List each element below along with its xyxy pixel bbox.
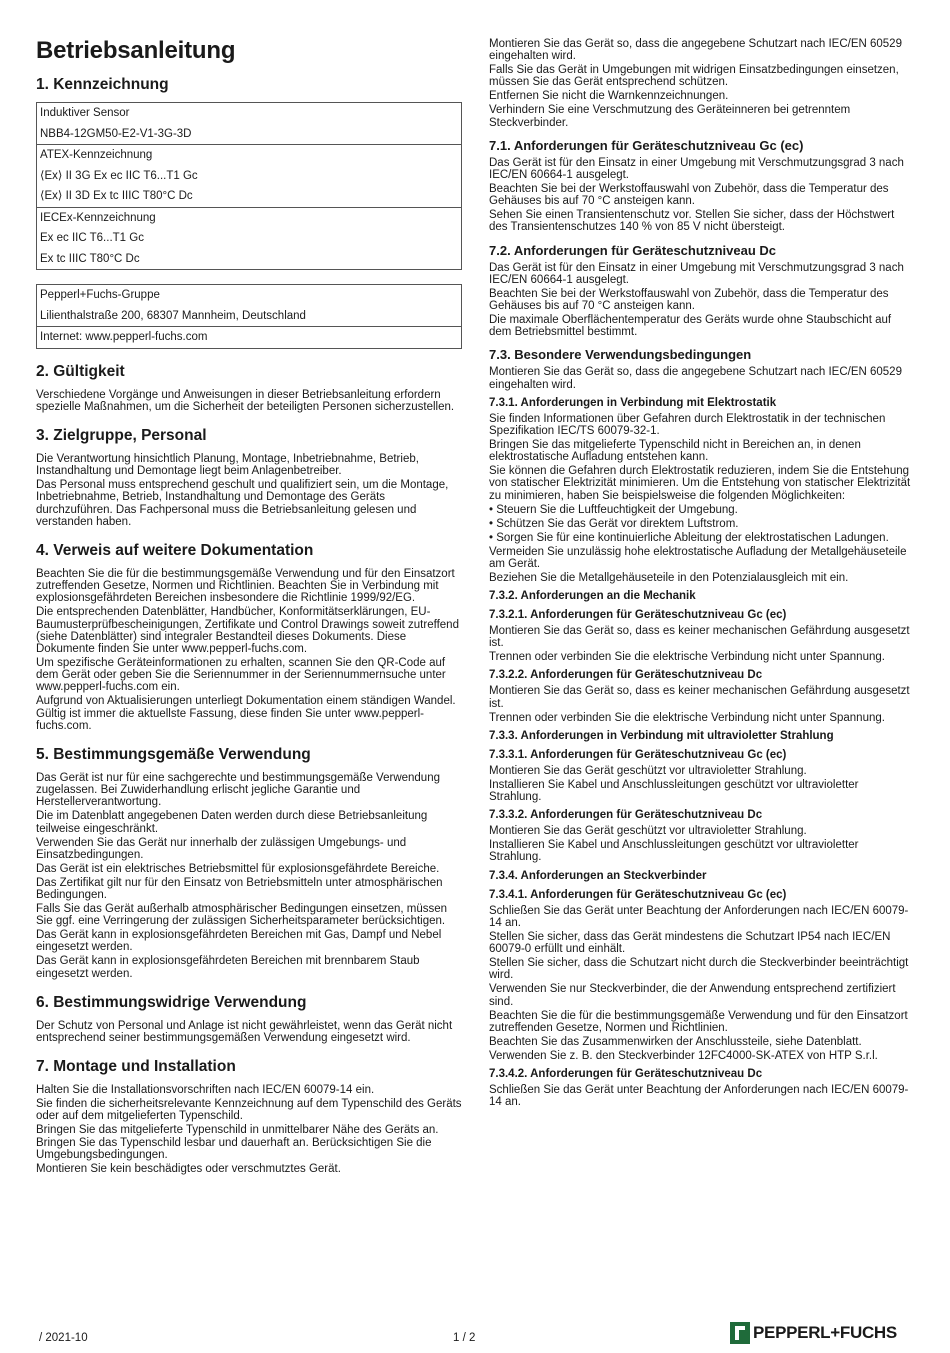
subsection-heading: 7.3.2. Anforderungen an die Mechanik [489,590,696,603]
paragraph: Aufgrund von Aktualisierungen unterliegt Dokumentation einem ständigen Wandel. Gültig ist immer die aktuellste Fassung, diese finden Sie unter www.pepperl-fuchs.com. [36,695,456,732]
paragraph: Stellen Sie sicher, dass die Schutzart nicht durch die Steckverbinder beeinträchtigt wird. [489,957,909,982]
paragraph: Montieren Sie kein beschädigtes oder verschmutztes Gerät. [36,1162,341,1175]
paragraph: Montieren Sie das Gerät so, dass es keiner mechanischen Gefährdung ausgesetzt ist. [489,625,910,650]
paragraph: Das Gerät ist für den Einsatz in einer Umgebung mit Verschmutzungsgrad 3 nach IEC/EN 60664-1 ausgelegt. [489,156,904,182]
paragraph: Stellen Sie sicher, dass das Gerät mindestens die Schutzart IP54 nach IEC/EN 60079-0 erfüllt und einhält. [489,930,891,956]
box-line: Ex ec IIC T6...T1 Gc [40,232,144,244]
document-title: Betriebsanleitung [36,37,236,64]
paragraph: Der Schutz von Personal und Anlage ist nicht gewährleistet, wenn das Gerät nicht entsprechend seiner bestimmungsgemäßen Verwendung eingesetzt wird. [36,1019,453,1044]
box-line: Internet: www.pepperl-fuchs.com [40,331,208,343]
subsection-heading: 7.3.2.2. Anforderungen für Geräteschutzniveau Dc [489,669,763,682]
paragraph: Verwenden Sie nur Steckverbinder, die der Anwendung entsprechend zertifiziert sind. [489,983,896,1008]
paragraph: Die Verantwortung hinsichtlich Planung, Montage, Inbetriebnahme, Betrieb, Instandhaltung und Demontage liegt beim Anlagenbetreiber. [36,452,419,478]
section-body-4 [36,568,462,732]
left-column [36,36,462,1177]
paragraph: Das Personal muss entsprechend geschult und qualifiziert sein, um die Montage, Inbetriebnahme, Betrieb, Instandhaltung und Demontage des Geräts durchzuführen. Das Fachpersonal muss die Betriebsanleitung gelesen und verstanden haben. [36,479,449,528]
box-line: NBB4-12GM50-E2-V1-3G-3D [40,127,192,140]
box-line: Lilienthalstraße 200, 68307 Mannheim, Deutschland [40,309,306,322]
paragraph: Trennen oder verbinden Sie die elektrische Verbindung nicht unter Spannung. [489,711,885,724]
paragraph: Beachten Sie bei der Werkstoffauswahl von Zubehör, dass die Temperatur des Gehäuses bis auf 70 °C ansteigen kann. [489,183,889,208]
box-group [37,285,461,327]
subsection-heading: 7.3. Besondere Verwendungsbedingungen [489,347,752,363]
section-heading-7: 7. Montage und Installation [36,1058,236,1076]
paragraph: • Steuern Sie die Luftfeuchtigkeit der Umgebung. [489,503,738,516]
section-heading-6: 6. Bestimmungswidrige Verwendung [36,993,307,1011]
subsection-heading: 7.1. Anforderungen für Geräteschutzniveau Gc (ec) [489,137,804,153]
box-line: Ex tc IIIC T80°C Dc [40,252,140,265]
paragraph: Das Gerät ist ein elektrisches Betriebsmittel für explosionsgefährdete Bereiche. [36,862,440,875]
paragraph: Die im Datenblatt angegebenen Daten werden durch diese Betriebsanleitung teilweise eingeschränkt. [36,810,428,835]
box-line: ⟨Ex⟩ II 3D Ex tc IIIC T80°C Dc [40,190,193,202]
footer-page-number: 1 / 2 [453,1332,476,1344]
subsection-heading: 7.3.4. Anforderungen an Steckverbinder [489,869,707,882]
subsection-heading: 7.3.4.2. Anforderungen für Geräteschutzniveau Dc [489,1067,763,1080]
logo-text: PEPPERL+FUCHS [753,1323,897,1342]
subsection-heading: 7.3.4.1. Anforderungen für Geräteschutzniveau Gc (ec) [489,888,787,901]
paragraph: Schließen Sie das Gerät unter Beachtung der Anforderungen nach IEC/EN 60079-14 an. [489,904,909,929]
section-body-5 [36,772,462,980]
paragraph: Das Gerät kann in explosionsgefährdeten Bereichen mit Gas, Dampf und Nebel eingesetzt werden. [36,929,442,954]
paragraph: Entfernen Sie nicht die Warnkennzeichnungen. [489,90,729,103]
section-body-2 [36,389,462,413]
footer-date: / 2021-10 [39,1332,88,1344]
paragraph: Verwenden Sie z. B. den Steckverbinder 12FC4000-SK-ATEX von HTP S.r.l. [489,1049,878,1062]
box-line: Induktiver Sensor [40,107,130,119]
paragraph: Halten Sie die Installationsvorschriften nach IEC/EN 60079-14 ein. [36,1084,375,1097]
box-group [37,327,461,348]
section-body-6 [36,1020,462,1044]
paragraph: Installieren Sie Kabel und Anschlussleitungen geschützt vor ultravioletter Strahlung. [489,839,859,864]
section-body-3 [36,453,462,528]
paragraph: Schließen Sie das Gerät unter Beachtung der Anforderungen nach IEC/EN 60079-14 an. [489,1083,909,1109]
paragraph: Beachten Sie das Zusammenwirken der Anschlussteile, siehe Datenblatt. [489,1035,862,1048]
paragraph: Bringen Sie das mitgelieferte Typenschild nicht in Bereichen an, in denen elektrostatische Aufladung entstehen kann. [489,439,861,464]
paragraph: Das Gerät ist nur für eine sachgerechte und bestimmungsgemäße Verwendung zugelassen. Bei Zuwiderhandlung erlischt jegliche Garantie und Herstellerverantwortung. [36,771,440,809]
box-line: Pepperl+Fuchs-Gruppe [40,289,160,301]
paragraph: Sehen Sie einen Transientenschutz vor. Stellen Sie sicher, dass der Höchstwert des Transientenschutzes 140 % von 85 V nicht übersteigt. [489,209,895,234]
subsection-heading: 7.3.3. Anforderungen in Verbindung mit ultravioletter Strahlung [489,729,834,742]
paragraph: Falls Sie das Gerät in Umgebungen mit widrigen Einsatzbedingungen einsetzen, müssen Sie das Gerät entsprechend schützen. [489,64,899,89]
paragraph: • Schützen Sie das Gerät vor direktem Luftstrom. [489,517,739,530]
pf-logo-icon [730,1322,750,1344]
paragraph: Die maximale Oberflächentemperatur des Geräts wurde ohne Staubschicht auf dem Betriebsmittel bestimmt. [489,314,892,339]
box-group [37,103,461,145]
box-line: ⟨Ex⟩ II 3G Ex ec IIC T6...T1 Gc [40,169,198,182]
paragraph: Montieren Sie das Gerät so, dass die angegebene Schutzart nach IEC/EN 60529 eingehalten wird. [489,38,902,63]
subsection-heading: 7.3.1. Anforderungen in Verbindung mit Elektrostatik [489,396,777,409]
paragraph: Installieren Sie Kabel und Anschlussleitungen geschützt vor ultravioletter Strahlung. [489,778,859,804]
paragraph: Beachten Sie die für die bestimmungsgemäße Verwendung und für den Einsatzort zutreffenden Gesetze, Normen und Richtlinien. [489,1009,908,1034]
subsection-heading: 7.3.2.1. Anforderungen für Geräteschutzniveau Gc (ec) [489,609,787,622]
paragraph: Das Zertifikat gilt nur für den Einsatz von Betriebsmitteln unter atmosphärischen Bedingungen. [36,876,443,901]
paragraph: Verwenden Sie das Gerät nur innerhalb der zulässigen Umgebungs- und Einsatzbedingungen. [36,836,407,861]
paragraph: Montieren Sie das Gerät geschützt vor ultravioletter Strahlung. [489,764,807,777]
section-heading-5: 5. Bestimmungsgemäße Verwendung [36,745,311,763]
paragraph: Montieren Sie das Gerät so, dass die angegebene Schutzart nach IEC/EN 60529 eingehalten wird. [489,366,902,391]
paragraph: Beziehen Sie die Metallgehäuseteile in den Potenzialausgleich mit ein. [489,571,849,584]
paragraph: Sie können die Gefahren durch Elektrostatik reduzieren, indem Sie die Entstehung von statischer Elektrizität minimieren. Um die Entstehung von statischer Elektrizität zu minimieren, haben Sie beispielsweise die folgenden Möglichkeiten: [489,465,911,502]
paragraph: Die entsprechenden Datenblätter, Handbücher, Konformitätserklärungen, EU-Baumusterprüfbescheinigungen, Zertifikate und Control Drawings soweit zutreffend (siehe Datenblätter) sind integraler Bestandteil dieses Dokuments. Diese Dokumente finden Sie unter www.pepperl-fuchs.com. [36,606,459,655]
paragraph: Beachten Sie bei der Werkstoffauswahl von Zubehör, dass die Temperatur des Gehäuses bis auf 70 °C ansteigen kann. [489,287,889,313]
paragraph: Vermeiden Sie unzulässig hohe elektrostatische Aufladung der Metallgehäuseteile am Gerät. [489,545,907,570]
subsection-heading: 7.3.3.2. Anforderungen für Geräteschutzniveau Dc [489,809,763,822]
section-body-7 [36,1084,462,1175]
paragraph: • Sorgen Sie für eine kontinuierliche Ableitung der elektrostatischen Ladungen. [489,531,889,544]
section-heading-2: 2. Gültigkeit [36,362,125,380]
paragraph: Sie finden die sicherheitsrelevante Kennzeichnung auf dem Typenschild des Geräts oder auf dem mitgelieferten Typenschild. [36,1098,462,1123]
paragraph: Beachten Sie die für die bestimmungsgemäße Verwendung und für den Einsatzort zutreffenden Gesetze, Normen und Richtlinien. Beachten Sie in Verbindung mit explosionsgefährdeten Bereichen insbesondere die Richtlinie 1999/92/EG. [36,567,455,605]
section-heading-4: 4. Verweis auf weitere Dokumentation [36,541,314,559]
paragraph: Das Gerät ist für den Einsatz in einer Umgebung mit Verschmutzungsgrad 3 nach IEC/EN 60664-1 ausgelegt. [489,261,904,286]
paragraph: Um spezifische Geräteinformationen zu erhalten, scannen Sie den QR-Code auf dem Gerät oder geben Sie die Seriennummer in der Seriennummernsuche unter www.pepperl-fuchs.com ein. [36,656,446,694]
paragraph: Montieren Sie das Gerät so, dass es keiner mechanischen Gefährdung ausgesetzt ist. [489,685,910,710]
paragraph: Sie finden Informationen über Gefahren durch Elektrostatik in der technischen Spezifikation IEC/TS 60079-32-1. [489,412,886,438]
company-logo [730,1322,897,1344]
box-line: ATEX-Kennzeichnung [40,149,153,161]
paragraph: Montieren Sie das Gerät geschützt vor ultravioletter Strahlung. [489,825,807,838]
box-line: IECEx-Kennzeichnung [40,211,156,224]
box-group [37,208,461,270]
paragraph: Falls Sie das Gerät außerhalb atmosphärischer Bedingungen einsetzen, müssen Sie ggf. eine Verringerung der zulässigen Sicherheitsparameter berücksichtigen. [36,902,448,928]
box-group [37,145,461,208]
paragraph: Trennen oder verbinden Sie die elektrische Verbindung nicht unter Spannung. [489,651,885,664]
paragraph: Das Gerät kann in explosionsgefährdeten Bereichen mit brennbarem Staub eingesetzt werden. [36,955,420,980]
paragraph: Bringen Sie das mitgelieferte Typenschild in unmittelbarer Nähe des Geräts an. Bringen Sie das Typenschild lesbar und dauerhaft an. Berücksichtigen Sie die Umgebungsbedingungen. [36,1124,439,1161]
manufacturer-box [36,284,462,349]
right-column [489,38,913,1110]
subsection-heading: 7.2. Anforderungen für Geräteschutzniveau Dc [489,242,777,258]
identification-box [36,102,462,270]
paragraph: Verschiedene Vorgänge und Anweisungen in dieser Betriebsanleitung erfordern spezielle Maßnahmen, um die Sicherheit der beteiligten Personen sicherzustellen. [36,388,455,413]
section-heading-3: 3. Zielgruppe, Personal [36,426,207,444]
section-heading-1: 1. Kennzeichnung [36,76,169,93]
paragraph: Verhindern Sie eine Verschmutzung des Geräteinneren bei getrenntem Steckverbinder. [489,104,851,129]
subsection-heading: 7.3.3.1. Anforderungen für Geräteschutzniveau Gc (ec) [489,748,787,761]
